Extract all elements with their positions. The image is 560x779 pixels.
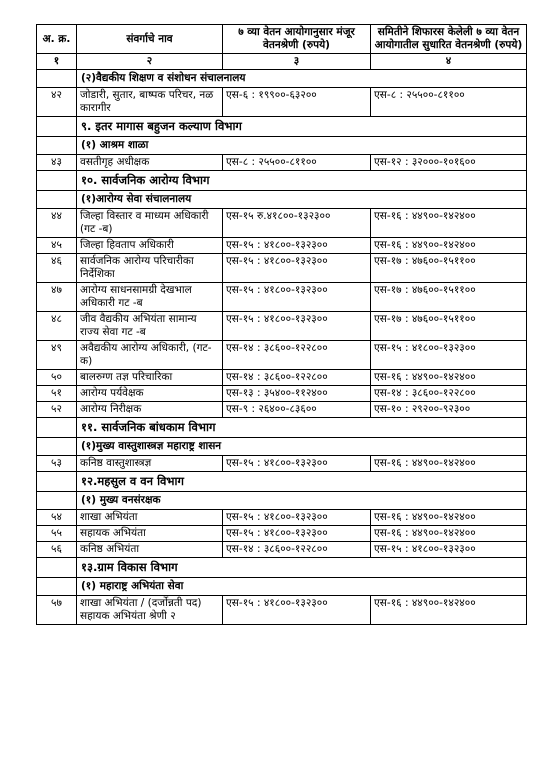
department-heading-row xyxy=(37,472,527,492)
cadre-name-cell: आरोग्य पर्यवेक्षक xyxy=(77,386,223,402)
office-subheading: (१) महाराष्ट्र अभियंता सेवा xyxy=(77,578,527,596)
serial-number-cell: ५० xyxy=(37,370,77,386)
serial-number-cell: ५३ xyxy=(37,456,77,472)
serial-number-cell: ४३ xyxy=(37,155,77,171)
office-subheading-row xyxy=(37,578,527,596)
approved-pay-scale-cell: एस-१५ : ४१८००-१३२३०० xyxy=(223,238,371,254)
department-heading-row xyxy=(37,171,527,191)
approved-pay-scale-cell: एस-१५ : ४१८००-१३२३०० xyxy=(223,526,371,542)
table-row xyxy=(37,312,527,341)
approved-pay-scale-cell: एस-९ : २६४००-८३६०० xyxy=(223,402,371,418)
revised-pay-scale-cell: एस-१६ : ४४९००-१४२४०० xyxy=(371,596,527,625)
column-number: २ xyxy=(77,54,223,70)
cadre-name-cell: आरोग्य साधनसामग्री देखभाल अधिकारी गट -ब xyxy=(77,283,223,312)
revised-pay-scale-cell: एस-१६ : ४४९००-१४२४०० xyxy=(371,510,527,526)
office-subheading-row xyxy=(37,191,527,209)
empty-cell xyxy=(37,438,77,456)
table-row xyxy=(37,456,527,472)
serial-number-cell: ४४ xyxy=(37,209,77,238)
office-subheading-row xyxy=(37,137,527,155)
cadre-name-cell: शाखा अभियंता / (दर्जोन्नती पद) सहायक अभियंता श्रेणी २ xyxy=(77,596,223,625)
empty-cell xyxy=(37,117,77,137)
office-subheading-row xyxy=(37,70,527,88)
table-row xyxy=(37,526,527,542)
revised-pay-scale-cell: एस-१६ : ४४९००-१४२४०० xyxy=(371,238,527,254)
cadre-name-cell: शाखा अभियंता xyxy=(77,510,223,526)
office-subheading: (१)मुख्य वास्तुशास्त्रज्ञ महाराष्ट्र शासन xyxy=(77,438,527,456)
cadre-name-cell: कनिष्ठ अभियंता xyxy=(77,542,223,558)
table-row xyxy=(37,370,527,386)
table-row xyxy=(37,341,527,370)
revised-pay-scale-cell: एस-१० : २९२००-९२३०० xyxy=(371,402,527,418)
serial-number-cell: ५६ xyxy=(37,542,77,558)
header-cadre-name: संवर्गाचे नाव xyxy=(77,25,223,54)
table-row xyxy=(37,386,527,402)
cadre-name-cell: बालरुग्ण तज्ञ परिचारिका xyxy=(77,370,223,386)
office-subheading-row xyxy=(37,492,527,510)
cadre-name-cell: सार्वजनिक आरोग्य परिचारीका निर्देशिका xyxy=(77,254,223,283)
approved-pay-scale-cell: एस-१४ : ३८६००-१२२८०० xyxy=(223,542,371,558)
table-body xyxy=(37,70,527,625)
approved-pay-scale-cell: एस-१५ : ४१८००-१३२३०० xyxy=(223,596,371,625)
table-row xyxy=(37,283,527,312)
header-revised-pay-scale: समितीने शिफारस केलेली ७ व्या वेतन आयोगातील सुधारित वेतनश्रेणी (रुपये) xyxy=(371,25,527,54)
office-subheading: (१) मुख्य वनसंरक्षक xyxy=(77,492,527,510)
empty-cell xyxy=(37,492,77,510)
empty-cell xyxy=(37,191,77,209)
empty-cell xyxy=(37,137,77,155)
approved-pay-scale-cell: एस-८ : २५५००-८११०० xyxy=(223,155,371,171)
empty-cell xyxy=(37,472,77,492)
header-approved-pay-scale: ७ व्या वेतन आयोगानुसार मंजूर वेतनश्रेणी (रुपये) xyxy=(223,25,371,54)
approved-pay-scale-cell: एस-१५ : ४१८००-१३२३०० xyxy=(223,510,371,526)
office-subheading: (१) आश्रम शाळा xyxy=(77,137,527,155)
cadre-name-cell: कनिष्ठ वास्तुशास्त्रज्ञ xyxy=(77,456,223,472)
cadre-name-cell: जिल्हा हिवताप अधिकारी xyxy=(77,238,223,254)
table-row xyxy=(37,209,527,238)
revised-pay-scale-cell: एस-१५ : ४१८००-१३२३०० xyxy=(371,341,527,370)
cadre-name-cell: सहायक अभियंता xyxy=(77,526,223,542)
empty-cell xyxy=(37,171,77,191)
empty-cell xyxy=(37,558,77,578)
cadre-name-cell: जीव वैद्यकीय अभियंता सामान्य राज्य सेवा गट -ब xyxy=(77,312,223,341)
cadre-name-cell: अवैद्यकीय आरोग्य अधिकारी, (गट-क) xyxy=(77,341,223,370)
cadre-name-cell: आरोग्य निरीक्षक xyxy=(77,402,223,418)
table-row xyxy=(37,88,527,117)
empty-cell xyxy=(37,418,77,438)
serial-number-cell: ५४ xyxy=(37,510,77,526)
approved-pay-scale-cell: एस-१५ : ४१८००-१३२३०० xyxy=(223,283,371,312)
serial-number-cell: ५७ xyxy=(37,596,77,625)
column-number-row xyxy=(37,54,527,70)
department-heading-row xyxy=(37,117,527,137)
cadre-name-cell: जोडारी, सुतार, बाष्पक परिचर, नळ कारागीर xyxy=(77,88,223,117)
cadre-name-cell: वसतीगृह अधीक्षक xyxy=(77,155,223,171)
serial-number-cell: ४९ xyxy=(37,341,77,370)
office-subheading: (१)आरोग्य सेवा संचालनालय xyxy=(77,191,527,209)
document-page xyxy=(36,24,526,625)
empty-cell xyxy=(37,578,77,596)
table-row xyxy=(37,542,527,558)
revised-pay-scale-cell: एस-१४ : ३८६००-१२२८०० xyxy=(371,386,527,402)
office-subheading-row xyxy=(37,438,527,456)
column-number: १ xyxy=(37,54,77,70)
office-subheading: (२)वैद्यकीय शिक्षण व संशोधन संचालनालय xyxy=(77,70,527,88)
serial-number-cell: ५२ xyxy=(37,402,77,418)
pay-scale-table xyxy=(36,24,527,625)
department-heading-row xyxy=(37,418,527,438)
revised-pay-scale-cell: एस-८ : २५५००-८११०० xyxy=(371,88,527,117)
revised-pay-scale-cell: एस-१६ : ४४९००-१४२४०० xyxy=(371,209,527,238)
serial-number-cell: ४२ xyxy=(37,88,77,117)
column-number: ४ xyxy=(371,54,527,70)
table-row xyxy=(37,596,527,625)
serial-number-cell: ४६ xyxy=(37,254,77,283)
revised-pay-scale-cell: एस-१५ : ४१८००-१३२३०० xyxy=(371,542,527,558)
table-header-row xyxy=(37,25,527,54)
table-row xyxy=(37,510,527,526)
table-row xyxy=(37,238,527,254)
revised-pay-scale-cell: एस-१६ : ४४९००-१४२४०० xyxy=(371,526,527,542)
department-heading-row xyxy=(37,558,527,578)
revised-pay-scale-cell: एस-१६ : ४४९००-१४२४०० xyxy=(371,370,527,386)
approved-pay-scale-cell: एस-१३ : ३५४००-११२४०० xyxy=(223,386,371,402)
approved-pay-scale-cell: एस-१५ : ४१८००-१३२३०० xyxy=(223,312,371,341)
serial-number-cell: ४७ xyxy=(37,283,77,312)
serial-number-cell: ५५ xyxy=(37,526,77,542)
revised-pay-scale-cell: एस-१७ : ४७६००-१५११०० xyxy=(371,312,527,341)
table-row xyxy=(37,402,527,418)
revised-pay-scale-cell: एस-१२ : ३२०००-१०१६०० xyxy=(371,155,527,171)
cadre-name-cell: जिल्हा विस्तार व माध्यम अधिकारी (गट -ब) xyxy=(77,209,223,238)
approved-pay-scale-cell: एस-६ : १९९००-६३२०० xyxy=(223,88,371,117)
approved-pay-scale-cell: एस-१५ : ४१८००-१३२३०० xyxy=(223,254,371,283)
department-heading: १०. सार्वजनिक आरोग्य विभाग xyxy=(77,171,527,191)
department-heading: ११. सार्वजनिक बांधकाम विभाग xyxy=(77,418,527,438)
department-heading: १३.ग्राम विकास विभाग xyxy=(77,558,527,578)
department-heading: ९. इतर मागास बहुजन कल्याण विभाग xyxy=(77,117,527,137)
revised-pay-scale-cell: एस-१६ : ४४९००-१४२४०० xyxy=(371,456,527,472)
table-row xyxy=(37,155,527,171)
header-serial: अ. क्र. xyxy=(37,25,77,54)
empty-cell xyxy=(37,70,77,88)
serial-number-cell: ५१ xyxy=(37,386,77,402)
serial-number-cell: ४५ xyxy=(37,238,77,254)
revised-pay-scale-cell: एस-१७ : ४७६००-१५११०० xyxy=(371,283,527,312)
table-row xyxy=(37,254,527,283)
approved-pay-scale-cell: एस-१५ रु.४१८००-१३२३०० xyxy=(223,209,371,238)
serial-number-cell: ४८ xyxy=(37,312,77,341)
column-number: ३ xyxy=(223,54,371,70)
department-heading: १२.महसुल व वन विभाग xyxy=(77,472,527,492)
revised-pay-scale-cell: एस-१७ : ४७६००-१५११०० xyxy=(371,254,527,283)
approved-pay-scale-cell: एस-१४ : ३८६००-१२२८०० xyxy=(223,341,371,370)
approved-pay-scale-cell: एस-१५ : ४१८००-१३२३०० xyxy=(223,456,371,472)
approved-pay-scale-cell: एस-१४ : ३८६००-१२२८०० xyxy=(223,370,371,386)
